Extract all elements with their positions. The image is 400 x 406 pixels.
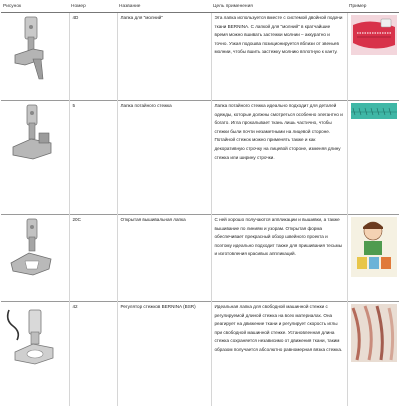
example-image-cell	[347, 302, 399, 406]
foot-image-cell	[1, 215, 69, 302]
foot-number: 42	[69, 302, 117, 406]
blind-stitch-example-icon	[351, 103, 397, 119]
foot-number: 20C	[69, 215, 117, 302]
header-purpose: Цель применения	[211, 2, 347, 13]
foot-image-cell	[1, 101, 69, 215]
zipper-foot-icon	[3, 15, 63, 85]
foot-number: 5	[69, 101, 117, 215]
example-image-cell	[347, 13, 399, 101]
zipper-example-icon	[351, 15, 397, 55]
foot-name: Регулятор стежков BERNINA (BSR)	[117, 302, 211, 406]
table-row	[1, 302, 399, 406]
quilting-example-icon	[351, 304, 397, 362]
foot-purpose: Лапка потайного стежка идеально подходит для деталей одежды, которые должны смотреться особенно элегантно и богато. Игла прокалывает ткань лишь частично, чтобы стежки были почти незаметными на лицевой стороне. Потайной стежок можно применять также и как декоративную строчку на лицевой стороне, изменяя длину стежка или ширину строчки.	[211, 101, 347, 215]
foot-image-cell	[1, 13, 69, 101]
foot-purpose: Идеальная лапка для свободной машинной стежки с регулируемой длиной стежка на всех материалах. Она реагирует на движение ткани и регулирует скорость иглы при свободной машинной стежке. Установленная длина стежка сохраняется независимо от движения ткани, таким образом получается абсолютно равномерная вязка стежка.	[211, 302, 347, 406]
table-row	[1, 13, 399, 101]
example-image-cell	[347, 215, 399, 302]
open-embroidery-foot-icon	[3, 217, 63, 287]
table-row	[1, 101, 399, 215]
example-image-cell	[347, 101, 399, 215]
foot-name: Лапка для "молний"	[117, 13, 211, 101]
blind-stitch-foot-icon	[3, 103, 63, 173]
presser-foot-table	[1, 2, 399, 406]
header-example: Пример	[347, 2, 399, 13]
foot-purpose: Эта лапка используется вместе с системой двойной подачи ткани BERNINA. С лапкой для "молний" в кратчайшие время можно вшивать застежки молнии – аккуратно и точно. Узкая подошва позиционируется вблизи от звеньев молнии, чтобы вшить застежку молнию вплотную к канту.	[211, 13, 347, 101]
foot-purpose: С ней хорошо получаются аппликации и вышивки, а также вышивание по линиям и узорам. Открытая форма обеспечивает прекрасный обзор швейного проекта и поэтому идеально подходит также для пришивания тесьмы и изготовления красивых аппликаций.	[211, 215, 347, 302]
header-image: Рисунок	[1, 2, 69, 13]
foot-image-cell	[1, 302, 69, 406]
foot-name: Лапка потайного стежка	[117, 101, 211, 215]
foot-name: Открытая вышивальная лапка	[117, 215, 211, 302]
header-name: Название	[117, 2, 211, 13]
stitch-regulator-icon	[3, 304, 63, 374]
table-header-row	[1, 2, 399, 13]
header-number: Номер	[69, 2, 117, 13]
foot-number: 4D	[69, 13, 117, 101]
table-row	[1, 215, 399, 302]
applique-example-icon	[351, 217, 397, 277]
